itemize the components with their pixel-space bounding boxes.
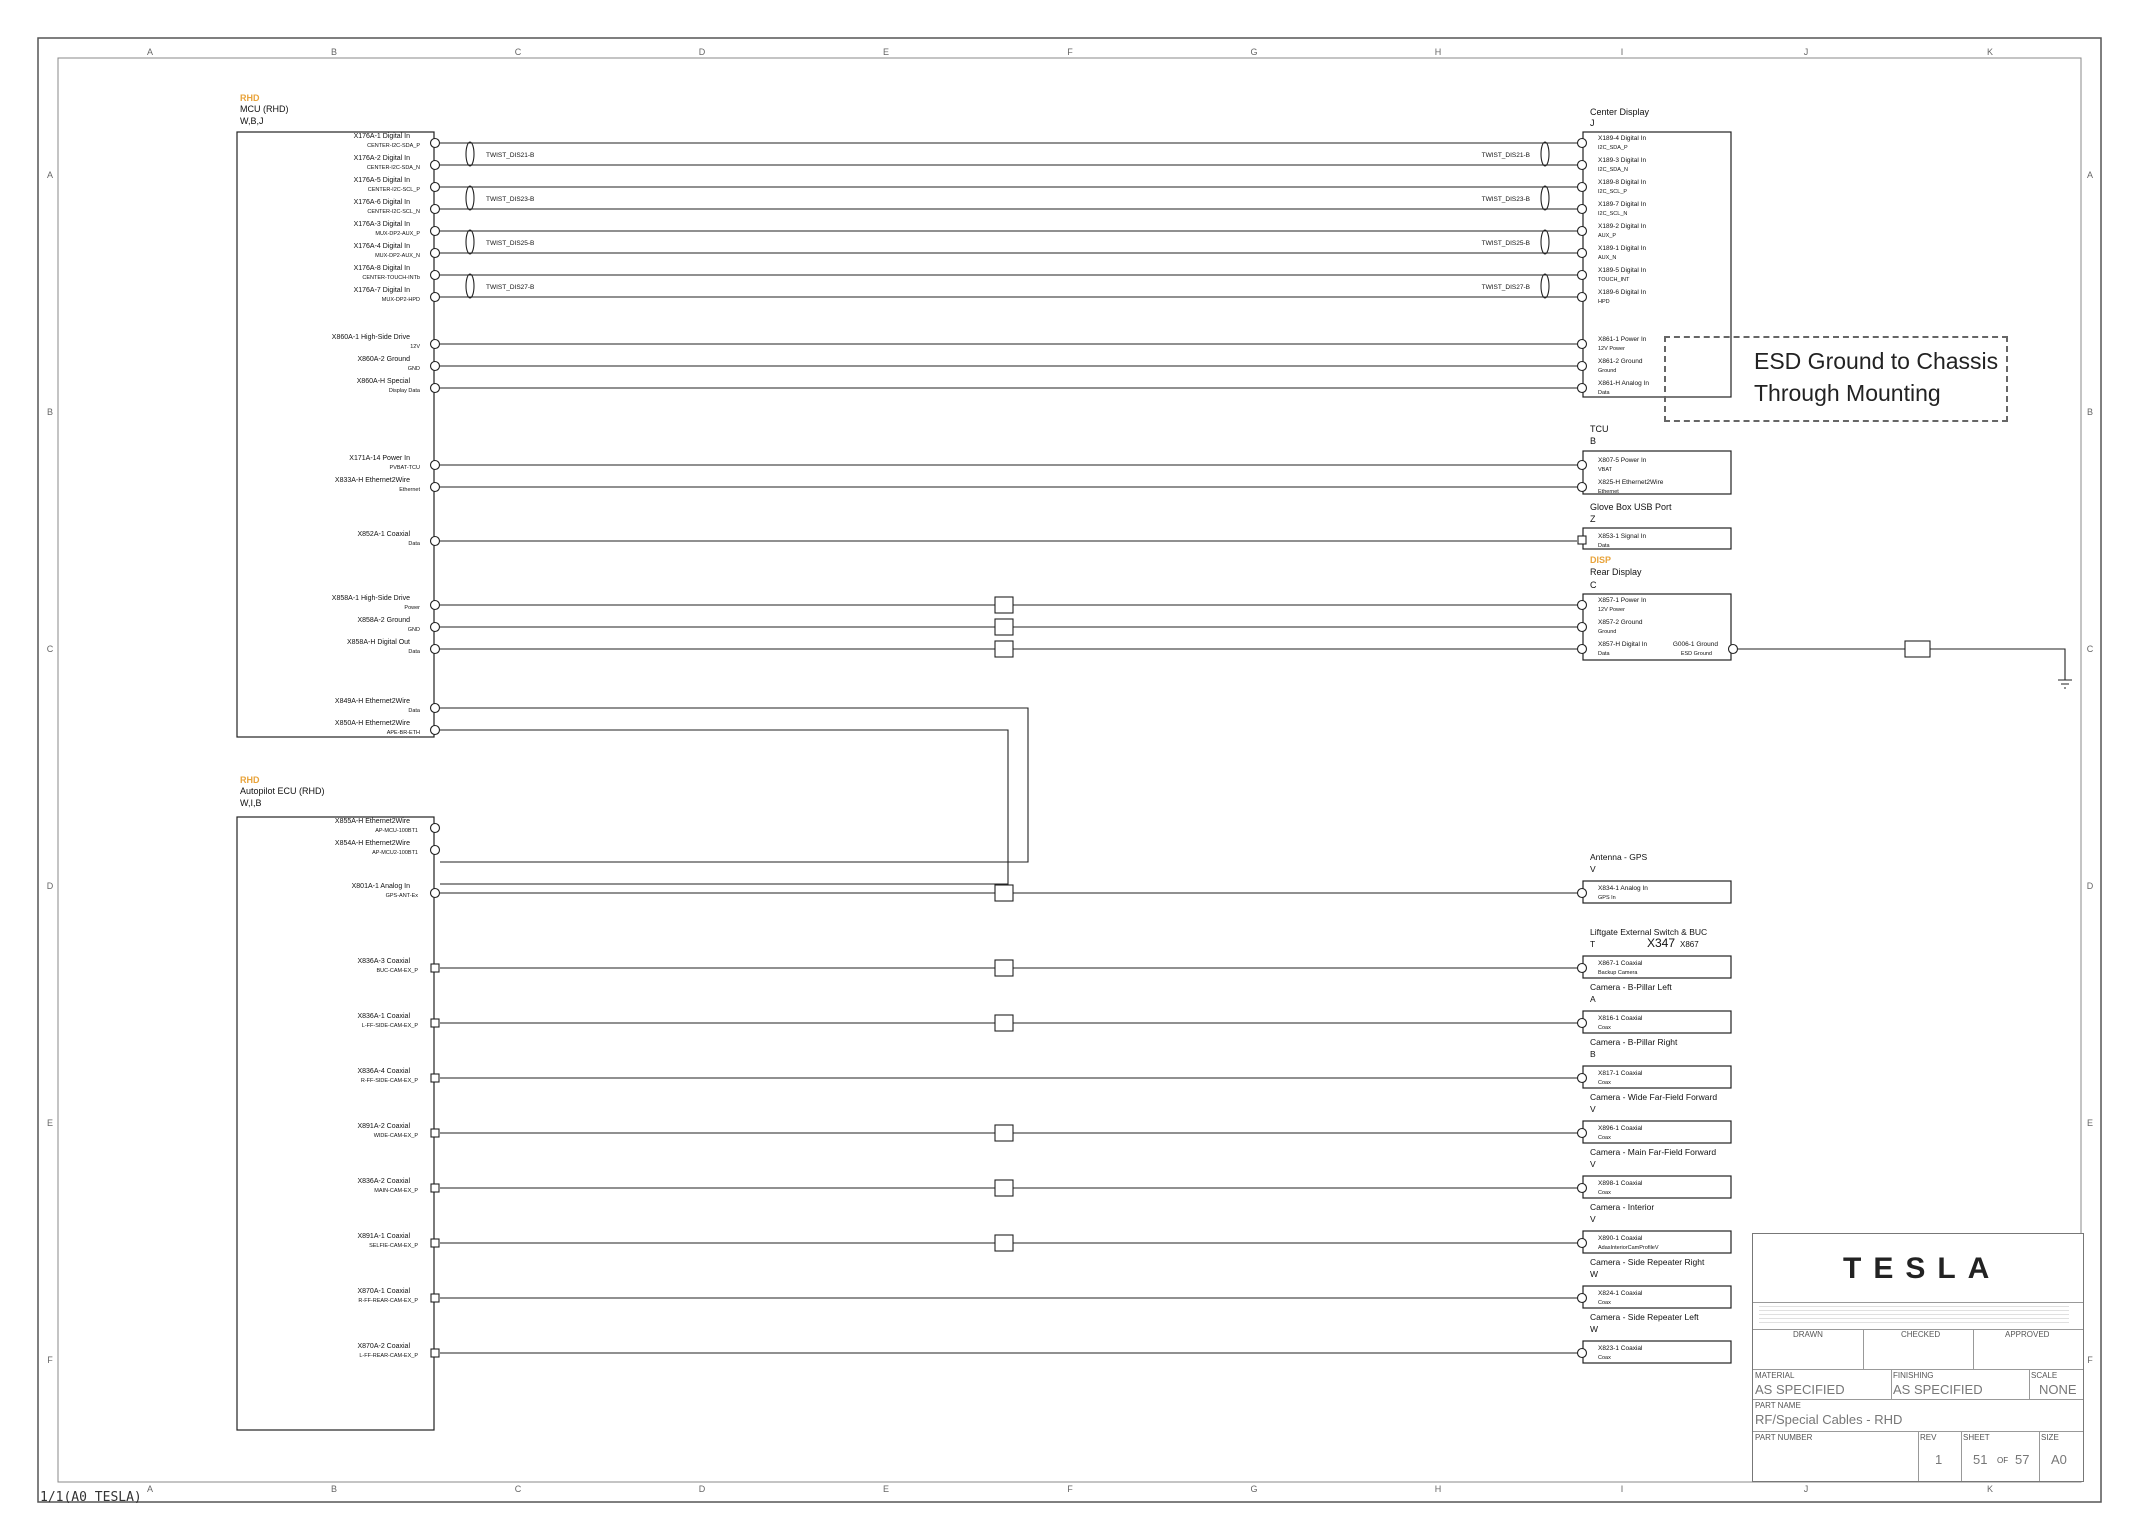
- device-pin-signal: Coax: [1598, 1025, 1611, 1031]
- esd-note-line2: Through Mounting: [1754, 380, 1941, 406]
- mcu-pin-signal: MUX-DP2-AUX_N: [375, 253, 420, 259]
- mcu-pin-terminal: [431, 205, 440, 214]
- finishing-label: FINISHING: [1893, 1371, 1934, 1380]
- ape-pin-signal: WIDE-CAM-EX_P: [373, 1133, 418, 1139]
- rear-display-pin: X857-2 Ground: [1598, 619, 1643, 626]
- glovebox-pin-signal: Data: [1598, 543, 1610, 549]
- row-letter-left: B: [46, 407, 54, 417]
- center-display-terminal: [1578, 362, 1587, 371]
- ape-pin-signal: MAIN-CAM-EX_P: [374, 1188, 418, 1194]
- tcu-pin: X807-5 Power In: [1598, 457, 1647, 464]
- device-sub: B: [1590, 1049, 1596, 1059]
- device-sub: V: [1590, 1159, 1596, 1169]
- mcu-pin-terminal: [431, 362, 440, 371]
- center-display-pin-signal: TOUCH_INT: [1598, 277, 1630, 283]
- row-letter-right: F: [2087, 1355, 2093, 1365]
- ape-pin-label: X891A-2 Coaxial: [357, 1123, 410, 1130]
- zone-letter-top: C: [514, 47, 522, 57]
- center-display-pin-signal: I2C_SDA_P: [1598, 145, 1628, 151]
- approved-label: APPROVED: [2005, 1330, 2050, 1339]
- device-terminal: [1578, 1349, 1587, 1358]
- sheet-total: 57: [2015, 1452, 2030, 1467]
- center-display-pin: X861-H Analog In: [1598, 380, 1649, 387]
- ape-pin-terminal: [431, 1184, 439, 1192]
- center-display-pin-signal: I2C_SCL_P: [1598, 189, 1628, 195]
- mcu-pin-terminal: [431, 704, 440, 713]
- rear-display-ground: G006-1 Ground: [1672, 641, 1718, 648]
- row-letter-right: A: [2086, 170, 2094, 180]
- ape-pin-signal: R-FF-REAR-CAM-EX_P: [358, 1298, 418, 1304]
- title-block: [1752, 1233, 2084, 1482]
- sheet-number: 51: [1973, 1452, 1988, 1467]
- mcu-pin-label: X176A-7 Digital In: [353, 287, 410, 294]
- center-display-pin: X189-7 Digital In: [1598, 201, 1647, 208]
- device-sub: W: [1590, 1269, 1599, 1279]
- glovebox-terminal: [1578, 536, 1586, 544]
- mcu-pin-label: X858A-H Digital Out: [346, 639, 410, 646]
- mcu-pin-label: X176A-1 Digital In: [353, 133, 410, 140]
- tcu-pin-signal: VBAT: [1598, 467, 1612, 473]
- device-pin: X898-1 Coaxial: [1598, 1180, 1643, 1187]
- mcu-pin-signal: APE-BR-ETH: [386, 730, 420, 736]
- center-display-pin: X189-2 Digital In: [1598, 223, 1647, 230]
- ape-pin-terminal: [431, 1129, 439, 1137]
- device-terminal: [1578, 1239, 1587, 1248]
- tesla-logo: TESLA: [1843, 1252, 2002, 1285]
- zone-letter-bottom: A: [146, 1484, 154, 1494]
- mcu-pin-label: X176A-2 Digital In: [353, 155, 410, 162]
- part-number-label: PART NUMBER: [1755, 1433, 1813, 1442]
- mcu-pin-terminal: [431, 483, 440, 492]
- esd-note: [1754, 345, 1998, 409]
- zone-letter-top: I: [1620, 47, 1624, 57]
- inline-connector: [995, 885, 1013, 901]
- part-name-value: RF/Special Cables - RHD: [1755, 1412, 1903, 1427]
- twist-label-right: TWIST_DIS23-B: [1481, 196, 1530, 203]
- device-title: Liftgate External Switch & BUC: [1590, 927, 1708, 937]
- mcu-sub: W,B,J: [240, 116, 264, 126]
- twist-marker-left: [466, 274, 474, 298]
- twist-marker-right: [1541, 186, 1549, 210]
- twist-marker-left: [466, 142, 474, 166]
- center-display-title: Center Display: [1590, 107, 1650, 117]
- mcu-pin-label: X176A-8 Digital In: [353, 265, 410, 272]
- ape-pin-label: X836A-4 Coaxial: [357, 1068, 410, 1075]
- ape-pin-terminal: [431, 1019, 439, 1027]
- device-extra: X347: [1647, 936, 1676, 950]
- device-title: Camera - Side Repeater Right: [1590, 1257, 1705, 1267]
- ape-pin-label: X870A-1 Coaxial: [357, 1288, 410, 1295]
- row-letter-right: C: [2086, 644, 2094, 654]
- inline-connector: [995, 1235, 1013, 1251]
- device-pin-signal: Coax: [1598, 1080, 1611, 1086]
- center-display-pin-signal: AUX_P: [1598, 233, 1617, 239]
- center-display-terminal: [1578, 384, 1587, 393]
- ape-pin-terminal: [431, 846, 440, 855]
- device-terminal: [1578, 1074, 1587, 1083]
- inline-connector: [995, 1180, 1013, 1196]
- device-pin: X823-1 Coaxial: [1598, 1345, 1643, 1352]
- twist-marker-right: [1541, 230, 1549, 254]
- inline-connector: [995, 1125, 1013, 1141]
- sheet-label: SHEET: [1963, 1433, 1990, 1442]
- twist-marker-left: [466, 186, 474, 210]
- ape-pin-terminal: [431, 824, 440, 833]
- mcu-pin-signal: CENTER-I2C-SCL_P: [367, 187, 420, 193]
- zone-letter-bottom: J: [1803, 1484, 1809, 1494]
- device-sub: T: [1590, 939, 1596, 949]
- mcu-pin-label: X176A-3 Digital In: [353, 221, 410, 228]
- mcu-pin-terminal: [431, 623, 440, 632]
- mcu-pin-signal: Power: [404, 605, 420, 611]
- mcu-pin-label: X833A-H Ethernet2Wire: [334, 477, 410, 484]
- inline-connector: [995, 597, 1013, 613]
- mcu-pin-signal: MUX-DP2-HPD: [381, 297, 420, 303]
- twist-label-left: TWIST_DIS27-B: [486, 284, 535, 291]
- twist-marker-left: [466, 230, 474, 254]
- ape-pin-signal: L-FF-REAR-CAM-EX_P: [359, 1353, 418, 1359]
- rear-display-terminal: [1578, 623, 1587, 632]
- zone-letter-top: F: [1067, 47, 1073, 57]
- ape-sub: W,I,B: [240, 798, 262, 808]
- mcu-pin-terminal: [431, 537, 440, 546]
- rear-display-pin: X857-H Digital In: [1598, 641, 1648, 648]
- glovebox-title: Glove Box USB Port: [1590, 502, 1672, 512]
- ape-pin-label: X870A-2 Coaxial: [357, 1343, 410, 1350]
- inline-connector: [995, 960, 1013, 976]
- twist-marker-right: [1541, 142, 1549, 166]
- mcu-pin-signal: Ethernet: [399, 487, 420, 493]
- mcu-pin-label: X176A-5 Digital In: [353, 177, 410, 184]
- size-label: SIZE: [2041, 1433, 2059, 1442]
- mcu-pin-terminal: [431, 139, 440, 148]
- ape-pin-label: X855A-H Ethernet2Wire: [334, 818, 410, 825]
- size-value: A0: [2051, 1452, 2067, 1467]
- ape-pin-terminal: [431, 889, 440, 898]
- device-pin-signal: Backup Camera: [1598, 970, 1638, 976]
- mcu-pin-terminal: [431, 461, 440, 470]
- twist-label-right: TWIST_DIS25-B: [1481, 240, 1530, 247]
- checked-label: CHECKED: [1901, 1330, 1941, 1339]
- mcu-pin-signal: Display Data: [388, 388, 420, 394]
- center-display-pin: X861-2 Ground: [1598, 358, 1643, 365]
- rear-display-pin-signal: Data: [1598, 651, 1610, 657]
- rear-display-ground-signal: ESD Ground: [1680, 651, 1712, 657]
- part-name-label: PART NAME: [1755, 1401, 1801, 1410]
- device-terminal: [1578, 1294, 1587, 1303]
- row-letter-left: F: [47, 1355, 53, 1365]
- center-display-pin-signal: Ground: [1598, 368, 1617, 374]
- zone-letter-bottom: H: [1434, 1484, 1442, 1494]
- mcu-pin-label: X860A-1 High-Side Drive: [331, 334, 410, 341]
- ape-pin-terminal: [431, 964, 439, 972]
- tcu-terminal: [1578, 483, 1587, 492]
- mcu-title: MCU (RHD): [240, 104, 289, 114]
- center-display-terminal: [1578, 340, 1587, 349]
- ape-pin-signal: SELFIE-CAM-EX_P: [369, 1243, 418, 1249]
- device-pin: X867-1 Coaxial: [1598, 960, 1643, 967]
- device-title: Camera - B-Pillar Right: [1590, 1037, 1678, 1047]
- rev-label: REV: [1920, 1433, 1937, 1442]
- ape-pin-signal: L-FF-SIDE-CAM-EX_P: [361, 1023, 418, 1029]
- mcu-pin-terminal: [431, 227, 440, 236]
- device-title: Camera - Interior: [1590, 1202, 1655, 1212]
- row-letter-right: E: [2086, 1118, 2094, 1128]
- center-display-terminal: [1578, 293, 1587, 302]
- center-display-pin: X189-8 Digital In: [1598, 179, 1647, 186]
- mcu-pin-label: X176A-4 Digital In: [353, 243, 410, 250]
- row-letter-left: C: [46, 644, 54, 654]
- tcu-pin-signal: Ethernet: [1598, 489, 1619, 495]
- rev-value: 1: [1935, 1452, 1943, 1467]
- device-sub: W: [1590, 1324, 1599, 1334]
- ape-pin-label: X801A-1 Analog In: [351, 883, 410, 890]
- mcu-pin-terminal: [431, 293, 440, 302]
- ape-pin-signal: GPS-ANT-Ex: [385, 893, 418, 899]
- finishing-value: AS SPECIFIED: [1893, 1382, 1983, 1397]
- mcu-pin-label: X858A-2 Ground: [357, 617, 410, 624]
- ape-pin-label: X836A-3 Coaxial: [357, 958, 410, 965]
- zone-letter-bottom: F: [1067, 1484, 1073, 1494]
- rear-display-terminal: [1578, 601, 1587, 610]
- twist-marker-right: [1541, 274, 1549, 298]
- ethernet-jumper-wire: [440, 730, 1008, 884]
- tcu-terminal: [1578, 461, 1587, 470]
- center-display-pin-signal: I2C_SCL_N: [1598, 211, 1628, 217]
- mcu-pin-signal: Data: [408, 541, 420, 547]
- device-pin: X834-1 Analog In: [1598, 885, 1648, 892]
- device-title: Camera - Main Far-Field Forward: [1590, 1147, 1717, 1157]
- ape-pin-terminal: [431, 1074, 439, 1082]
- sheet-footer-label: 1/1(A0 TESLA): [40, 1490, 142, 1505]
- mcu-tag: RHD: [240, 93, 260, 103]
- zone-letter-bottom: G: [1250, 1484, 1258, 1494]
- mcu-pin-signal: Data: [408, 708, 420, 714]
- mcu-pin-signal: CENTER-TOUCH-INTb: [362, 275, 420, 281]
- mcu-pin-label: X858A-1 High-Side Drive: [331, 595, 410, 602]
- scale-label: SCALE: [2031, 1371, 2058, 1380]
- mcu-pin-terminal: [431, 384, 440, 393]
- mcu-pin-label: X852A-1 Coaxial: [357, 531, 410, 538]
- drawn-label: DRAWN: [1793, 1330, 1823, 1339]
- device-pin: X890-1 Coaxial: [1598, 1235, 1643, 1242]
- ape-pin-signal: R-FF-SIDE-CAM-EX_P: [360, 1078, 418, 1084]
- rear-display-sub: C: [1590, 580, 1597, 590]
- scale-value: NONE: [2039, 1382, 2077, 1397]
- mcu-pin-label: X171A-14 Power In: [349, 455, 410, 462]
- mcu-pin-signal: GND: [407, 366, 420, 372]
- device-terminal: [1578, 964, 1587, 973]
- zone-letter-top: H: [1434, 47, 1442, 57]
- zone-letter-bottom: D: [698, 1484, 706, 1494]
- center-display-terminal: [1578, 205, 1587, 214]
- mcu-pin-label: X860A-H Special: [356, 378, 410, 385]
- glovebox-sub: Z: [1590, 514, 1596, 524]
- ape-pin-terminal: [431, 1239, 439, 1247]
- device-terminal: [1578, 1019, 1587, 1028]
- mcu-pin-signal: CENTER-I2C-SDA_N: [366, 165, 420, 171]
- tcu-pin: X825-H Ethernet2Wire: [1598, 479, 1664, 486]
- center-display-pin: X189-6 Digital In: [1598, 289, 1647, 296]
- twist-label-left: TWIST_DIS25-B: [486, 240, 535, 247]
- row-letter-left: D: [46, 881, 54, 891]
- zone-letter-top: D: [698, 47, 706, 57]
- mcu-pin-label: X849A-H Ethernet2Wire: [334, 698, 410, 705]
- zone-letter-bottom: K: [1986, 1484, 1994, 1494]
- center-display-pin: X861-1 Power In: [1598, 336, 1647, 343]
- center-display-terminal: [1578, 227, 1587, 236]
- ground-terminal: [1729, 645, 1738, 654]
- center-display-pin-signal: AUX_N: [1598, 255, 1617, 261]
- twist-label-left: TWIST_DIS23-B: [486, 196, 535, 203]
- sheet-of: OF: [1997, 1456, 2009, 1465]
- mcu-pin-terminal: [431, 161, 440, 170]
- ape-pin-signal: AP-MCU2-100BT1: [372, 850, 418, 856]
- device-pin: X816-1 Coaxial: [1598, 1015, 1643, 1022]
- device-pin-signal: GPS In: [1598, 895, 1616, 901]
- mcu-pin-signal: PVBAT-TCU: [389, 465, 420, 471]
- ape-pin-signal: BUC-CAM-EX_P: [376, 968, 418, 974]
- twist-label-left: TWIST_DIS21-B: [486, 152, 535, 159]
- device-sub: V: [1590, 1214, 1596, 1224]
- zone-letter-bottom: I: [1620, 1484, 1624, 1494]
- ape-pin-label: X836A-1 Coaxial: [357, 1013, 410, 1020]
- center-display-pin-signal: HPD: [1598, 299, 1610, 305]
- mcu-pin-signal: MUX-DP2-AUX_P: [375, 231, 420, 237]
- ape-tag: RHD: [240, 775, 260, 785]
- zone-letter-bottom: C: [514, 1484, 522, 1494]
- rear-display-tag: DISP: [1590, 555, 1612, 565]
- ape-pin-label: X891A-1 Coaxial: [357, 1233, 410, 1240]
- mcu-pin-terminal: [431, 601, 440, 610]
- mcu-pin-terminal: [431, 249, 440, 258]
- center-display-terminal: [1578, 139, 1587, 148]
- mcu-pin-label: X850A-H Ethernet2Wire: [334, 720, 410, 727]
- center-display-pin-signal: 12V Power: [1598, 346, 1625, 352]
- mcu-pin-signal: CENTER-I2C-SDA_P: [367, 143, 420, 149]
- zone-letter-top: B: [330, 47, 338, 57]
- inline-connector: [995, 1015, 1013, 1031]
- device-pin-signal: AdasInteriorCamProfileV: [1598, 1245, 1659, 1251]
- mcu-pin-signal: GND: [407, 627, 420, 633]
- material-label: MATERIAL: [1755, 1371, 1795, 1380]
- zone-letter-top: G: [1250, 47, 1258, 57]
- twist-label-right: TWIST_DIS21-B: [1481, 152, 1530, 159]
- ape-pin-terminal: [431, 1349, 439, 1357]
- center-display-pin-signal: I2C_SDA_N: [1598, 167, 1628, 173]
- rear-display-title: Rear Display: [1590, 567, 1642, 577]
- mcu-pin-terminal: [431, 726, 440, 735]
- mcu-pin-terminal: [431, 271, 440, 280]
- ape-pin-terminal: [431, 1294, 439, 1302]
- ethernet-jumper-wire: [440, 708, 1028, 862]
- rear-display-terminal: [1578, 645, 1587, 654]
- center-display-terminal: [1578, 271, 1587, 280]
- zone-letter-bottom: E: [882, 1484, 890, 1494]
- device-pin: X817-1 Coaxial: [1598, 1070, 1643, 1077]
- mcu-pin-terminal: [431, 183, 440, 192]
- glovebox-pin: X853-1 Signal In: [1598, 533, 1647, 540]
- device-extra2: X867: [1680, 940, 1699, 949]
- device-title: Camera - Side Repeater Left: [1590, 1312, 1699, 1322]
- mcu-pin-signal: Data: [408, 649, 420, 655]
- center-display-pin: X189-3 Digital In: [1598, 157, 1647, 164]
- inline-connector: [995, 641, 1013, 657]
- mcu-pin-signal: 12V: [410, 344, 420, 350]
- tcu-sub: B: [1590, 436, 1597, 446]
- ape-pin-signal: AP-MCU-100BT1: [375, 828, 418, 834]
- device-pin-signal: Coax: [1598, 1300, 1611, 1306]
- mcu-pin-label: X860A-2 Ground: [357, 356, 410, 363]
- device-pin: X824-1 Coaxial: [1598, 1290, 1643, 1297]
- zone-letter-top: K: [1986, 47, 1994, 57]
- tcu-title: TCU: [1590, 424, 1609, 434]
- center-display-pin: X189-4 Digital In: [1598, 135, 1647, 142]
- device-sub: V: [1590, 1104, 1596, 1114]
- center-display-terminal: [1578, 249, 1587, 258]
- rear-display-pin: X857-1 Power In: [1598, 597, 1647, 604]
- device-title: Camera - Wide Far-Field Forward: [1590, 1092, 1718, 1102]
- row-letter-left: E: [46, 1118, 54, 1128]
- device-pin: X896-1 Coaxial: [1598, 1125, 1643, 1132]
- esd-note-line1: ESD Ground to Chassis: [1754, 348, 1999, 374]
- mcu-pin-label: X176A-6 Digital In: [353, 199, 410, 206]
- rear-display-pin-signal: 12V Power: [1598, 607, 1625, 613]
- mcu-pin-terminal: [431, 340, 440, 349]
- rear-display-pin-signal: Ground: [1598, 629, 1617, 635]
- center-display-pin: X189-5 Digital In: [1598, 267, 1647, 274]
- center-display-terminal: [1578, 161, 1587, 170]
- ape-pin-label: X836A-2 Coaxial: [357, 1178, 410, 1185]
- row-letter-right: D: [2086, 881, 2094, 891]
- zone-letter-top: A: [146, 47, 154, 57]
- device-pin-signal: Coax: [1598, 1190, 1611, 1196]
- center-display-pin: X189-1 Digital In: [1598, 245, 1647, 252]
- twist-label-right: TWIST_DIS27-B: [1481, 284, 1530, 291]
- device-sub: A: [1590, 994, 1596, 1004]
- device-terminal: [1578, 1129, 1587, 1138]
- device-pin-signal: Coax: [1598, 1135, 1611, 1141]
- zone-letter-top: E: [882, 47, 890, 57]
- device-sub: V: [1590, 864, 1596, 874]
- mcu-pin-signal: CENTER-I2C-SCL_N: [367, 209, 420, 215]
- ground-splice: [1905, 641, 1930, 657]
- device-pin-signal: Coax: [1598, 1355, 1611, 1361]
- mcu-pin-terminal: [431, 645, 440, 654]
- row-letter-left: A: [46, 170, 54, 180]
- inline-connector: [995, 619, 1013, 635]
- material-value: AS SPECIFIED: [1755, 1382, 1845, 1397]
- device-title: Antenna - GPS: [1590, 852, 1648, 862]
- zone-letter-bottom: B: [330, 1484, 338, 1494]
- ape-pin-label: X854A-H Ethernet2Wire: [334, 840, 410, 847]
- device-title: Camera - B-Pillar Left: [1590, 982, 1672, 992]
- device-terminal: [1578, 1184, 1587, 1193]
- device-terminal: [1578, 889, 1587, 898]
- row-letter-right: B: [2086, 407, 2094, 417]
- center-display-sub: J: [1590, 118, 1595, 128]
- center-display-pin-signal: Data: [1598, 390, 1610, 396]
- zone-letter-top: J: [1803, 47, 1809, 57]
- ape-title: Autopilot ECU (RHD): [240, 786, 325, 796]
- center-display-terminal: [1578, 183, 1587, 192]
